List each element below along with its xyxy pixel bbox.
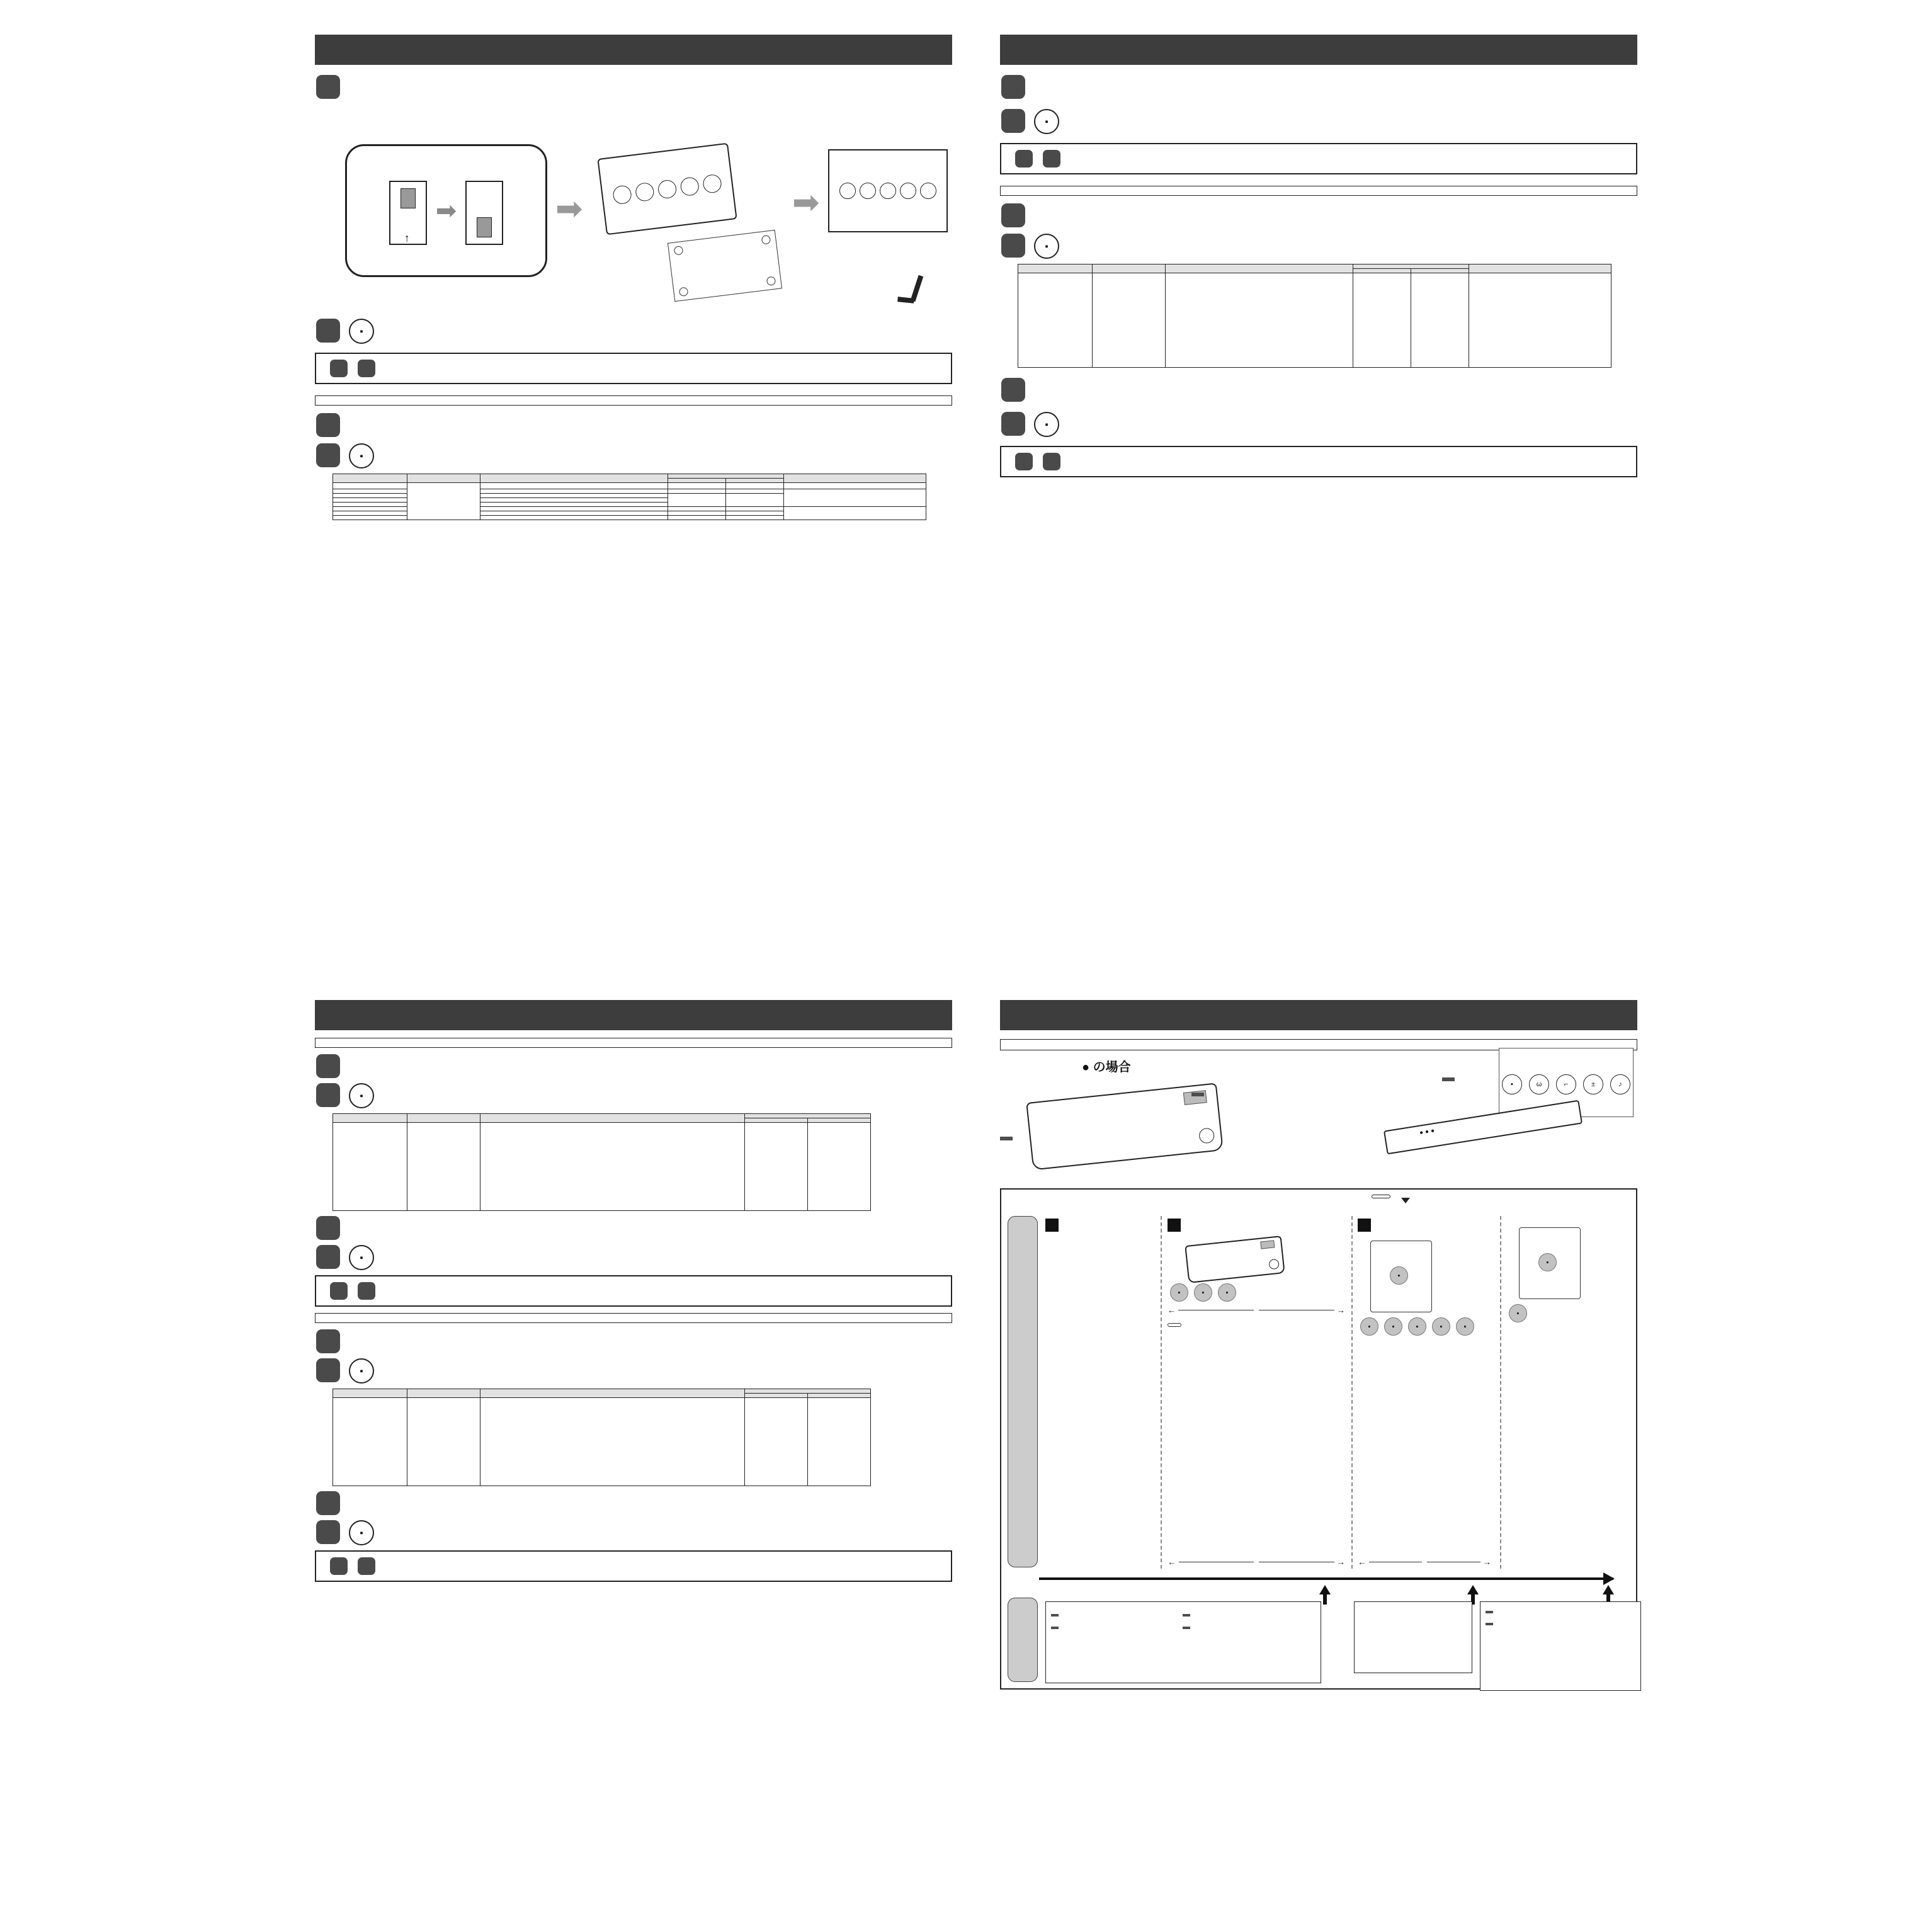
function-table-p9 — [332, 474, 926, 520]
strength-button-icon: ± — [1583, 1074, 1603, 1094]
stop-button-icon: ▪ — [349, 1520, 374, 1545]
admin-mode-cell — [407, 483, 480, 520]
badge-1-icon — [1015, 150, 1033, 168]
stop-button-icon: ▪ — [349, 1083, 374, 1108]
step-1 — [316, 1054, 952, 1078]
cwpa-remote-illustration: ●●● — [1384, 1100, 1583, 1155]
switch-on-icon: ↑ — [389, 181, 427, 245]
press-button-icon: ▪ — [1384, 1317, 1402, 1336]
desc-cell — [784, 507, 926, 520]
step-1-badge — [316, 413, 340, 437]
func-cell — [333, 511, 407, 516]
seq-cell — [480, 498, 668, 503]
cw-blink — [726, 483, 784, 489]
col-dv — [1353, 269, 1411, 273]
stop-button-icon: ▪ — [1034, 412, 1059, 437]
page-header — [315, 35, 952, 65]
col-lamp — [668, 474, 784, 479]
pairing-timeline — [1000, 1188, 1637, 1690]
seq-cell — [1166, 273, 1353, 368]
col-admin — [407, 1389, 480, 1398]
chip-check-lamp — [1051, 1614, 1059, 1617]
page-10 — [1000, 35, 1637, 967]
rail-operation — [1008, 1216, 1038, 1567]
timeline-step-1 — [1045, 1219, 1154, 1232]
col-set — [480, 1114, 745, 1123]
remote-illustration — [597, 143, 737, 236]
click-sound-bubble — [1168, 1323, 1181, 1327]
col-func — [1018, 264, 1093, 273]
badge-1-icon — [1015, 453, 1033, 470]
chip-power-lamp-green — [1486, 1623, 1493, 1625]
step-2 — [316, 443, 952, 469]
badge-1-icon — [330, 1282, 348, 1300]
badge-2-icon — [1043, 453, 1060, 470]
dv-blink — [668, 507, 726, 511]
function-table-water — [332, 1389, 871, 1486]
table-row — [1018, 273, 1611, 368]
cw-blink — [1411, 273, 1469, 368]
chip-eco-lamp-green — [1183, 1614, 1190, 1617]
cw-blink — [726, 511, 784, 516]
press-3-times — [1170, 1283, 1345, 1302]
col-lamp — [745, 1114, 871, 1118]
admin-switch-diagram — [345, 144, 547, 277]
caution-box — [1000, 446, 1637, 477]
press-5-times — [1360, 1317, 1491, 1336]
stop-button-icon: ▪ — [1502, 1074, 1522, 1094]
stand-up-note — [315, 1313, 952, 1323]
cw-blink — [726, 516, 784, 520]
table-row — [333, 483, 926, 489]
stop-button-icon: ▪ — [349, 319, 374, 344]
func-cell — [333, 1123, 407, 1211]
step-3-badge — [1001, 378, 1025, 402]
badge-3-icon — [1358, 1219, 1371, 1232]
admin-mode-cell — [407, 1123, 480, 1211]
step-4 — [1001, 109, 1637, 134]
step-3-badge — [316, 1491, 340, 1515]
step-1 — [316, 413, 952, 437]
step-2 — [316, 1083, 952, 1108]
ten-sec-b: ← → — [1358, 1557, 1491, 1567]
page-12 — [1000, 1000, 1637, 1932]
stand-up-note — [315, 395, 952, 406]
step-3 — [316, 1216, 952, 1240]
lamp-box-3 — [1480, 1601, 1641, 1691]
ten-sec-inner: ← → — [1168, 1305, 1345, 1315]
stop-button-icon: ▪ — [1034, 234, 1059, 259]
time-axis — [1039, 1577, 1613, 1580]
admin-mode-cell — [407, 1398, 480, 1486]
stand-up-note — [315, 1038, 952, 1048]
step-4 — [316, 319, 952, 344]
col-func — [333, 474, 407, 483]
stop-button-icon: ▪ — [349, 1358, 374, 1384]
step-3 — [1001, 75, 1637, 99]
seq-cell — [480, 1123, 745, 1211]
step-4 — [316, 1245, 952, 1270]
func-cell — [333, 489, 407, 494]
page-header — [1000, 35, 1637, 65]
col-dv — [668, 479, 726, 483]
step-2-badge — [316, 1083, 340, 1107]
desc-cell — [784, 483, 926, 489]
dv-blink — [668, 511, 726, 516]
col-dv — [745, 1118, 808, 1123]
col-cw — [1411, 269, 1469, 273]
caution-box — [1000, 143, 1637, 174]
step-1-badge — [1001, 203, 1025, 227]
step-3 — [316, 75, 952, 99]
seq-cell — [480, 489, 668, 494]
func-cell — [333, 498, 407, 503]
cw-blink — [726, 489, 784, 494]
press-button-icon: ▪ — [1390, 1266, 1408, 1285]
up-arrow-icon — [1319, 1585, 1331, 1594]
step-4-badge — [1001, 109, 1025, 133]
badge-1-icon — [330, 1557, 348, 1575]
stop-button-icon: ▪ — [349, 1245, 374, 1270]
table-row — [333, 1398, 871, 1486]
press-button-icon: ▪ — [1432, 1317, 1450, 1336]
cw-blink — [808, 1123, 871, 1211]
seq-cell — [480, 503, 668, 507]
press-button-icon: ▪ — [1170, 1283, 1188, 1302]
col-lamp — [745, 1389, 871, 1394]
chip-eco-lamp — [1051, 1627, 1059, 1629]
rail-display-lamp — [1008, 1598, 1038, 1682]
press-1-time — [1509, 1304, 1630, 1322]
pairing-done-callout — [1372, 1195, 1390, 1198]
dv-blink — [745, 1123, 808, 1211]
caution-box — [315, 1275, 952, 1307]
dv-blink — [668, 516, 726, 520]
dv-blink — [668, 483, 726, 489]
func-cell — [333, 507, 407, 511]
model-list-cw: ● の場合 — [1082, 1060, 1131, 1074]
step-3b — [316, 1491, 952, 1515]
admin-mode-cell — [1093, 273, 1166, 368]
caution-box — [315, 1550, 952, 1582]
col-admin — [1093, 264, 1166, 273]
step-2 — [1001, 234, 1637, 259]
oshiri-button-icon: ω — [1529, 1074, 1549, 1094]
ten-sec-a: ← → — [1168, 1557, 1345, 1567]
press-button-icon: ▪ — [1456, 1317, 1474, 1336]
function-table-p10 — [1018, 264, 1611, 368]
switch-off-icon — [465, 181, 503, 245]
mounted-remote-illustration — [828, 149, 948, 232]
holder-illustration — [668, 230, 782, 302]
sound-button-icon: ♪ — [1610, 1074, 1630, 1094]
badge-1-icon — [330, 360, 348, 377]
page-header — [315, 1000, 952, 1030]
func-cell — [333, 494, 407, 498]
press-button-icon: ▪ — [1408, 1317, 1426, 1336]
press-button-icon: ▪ — [1509, 1304, 1527, 1322]
col-lamp — [1353, 264, 1469, 269]
col-func — [333, 1389, 407, 1398]
timeline-step-3 — [1358, 1219, 1491, 1338]
stop-button-icon: ▪ — [349, 443, 374, 469]
func-cell — [1018, 273, 1093, 368]
lamp-box-1 — [1045, 1601, 1321, 1683]
wall-remote-illustration — [1519, 1227, 1581, 1299]
timeline-confirm — [1506, 1219, 1630, 1325]
col-cw — [808, 1394, 871, 1398]
step-4-badge — [316, 1245, 340, 1269]
timeline-step-2 — [1168, 1219, 1345, 1329]
step-1 — [1001, 203, 1637, 227]
seq-cell — [480, 511, 668, 516]
caution-box — [315, 353, 952, 384]
page-9 — [315, 35, 952, 967]
step-3-badge — [316, 1216, 340, 1240]
func-cell — [333, 483, 407, 489]
remote-figures — [1000, 1076, 1637, 1185]
step-3-badge — [316, 75, 340, 99]
col-func — [333, 1114, 407, 1123]
seq-cell — [480, 494, 668, 498]
seq-cell — [480, 1398, 745, 1486]
flow-arrow-icon: ➡ — [555, 191, 583, 227]
col-set — [480, 1389, 745, 1398]
page-11 — [315, 1000, 952, 1932]
install-diagram — [315, 105, 952, 316]
desc-cell — [1469, 273, 1611, 368]
step-4b — [1001, 412, 1637, 437]
cw-blink — [726, 494, 784, 507]
flow-arrow-icon: ➡ — [792, 185, 820, 221]
up-arrow-icon — [1603, 1585, 1614, 1594]
hex-wrench-icon — [911, 275, 924, 302]
func-cell — [333, 503, 407, 507]
press-button-icon: ▪ — [1360, 1317, 1378, 1336]
seq-cell — [480, 516, 668, 520]
col-desc — [784, 474, 926, 483]
wall-remote-illustration — [1370, 1241, 1432, 1312]
badge-2-icon — [358, 1282, 375, 1300]
dv-blink — [745, 1398, 808, 1486]
badge-2-icon — [358, 1557, 375, 1575]
step-2b — [316, 1358, 952, 1384]
chip-display-lamp-2 — [1442, 1077, 1455, 1081]
cw-blink — [726, 507, 784, 511]
step-2-badge — [1001, 234, 1025, 258]
badge-2-icon — [1043, 150, 1060, 168]
cw-blink — [808, 1398, 871, 1486]
col-cw — [726, 479, 784, 483]
badge-1-icon — [1045, 1219, 1059, 1232]
func-cell — [333, 1398, 407, 1486]
step-4-badge — [316, 1520, 340, 1544]
chip-check-lamp-red — [1183, 1627, 1190, 1629]
stand-up-note — [1000, 186, 1637, 196]
page-header — [1000, 1000, 1637, 1030]
chip-display-lamp — [1000, 1137, 1013, 1140]
step-1b — [316, 1329, 952, 1353]
seq-cell — [480, 507, 668, 511]
func-cell — [333, 516, 407, 520]
arrow-right-icon: ➡ — [435, 196, 457, 225]
press-button-icon: ▪ — [1538, 1253, 1557, 1271]
step-4-badge — [1001, 412, 1025, 436]
chip-power-lamp — [1486, 1611, 1493, 1613]
dv-blink — [668, 489, 726, 494]
step-3-badge — [1001, 75, 1025, 99]
step-2-badge — [316, 1358, 340, 1382]
step-3b — [1001, 378, 1637, 402]
col-cw — [808, 1118, 871, 1123]
step-2-badge — [316, 443, 340, 467]
lamp-box-2 — [1354, 1601, 1472, 1673]
col-set — [1166, 264, 1353, 273]
desc-cell — [784, 489, 926, 507]
chip-wash-button — [1191, 1093, 1204, 1096]
step-4-badge — [316, 319, 340, 343]
press-button-icon: ▪ — [1194, 1283, 1212, 1302]
up-arrow-icon — [1467, 1585, 1479, 1594]
dv-blink — [1353, 273, 1411, 368]
dv-blink — [668, 494, 726, 507]
function-table-reset — [332, 1113, 871, 1211]
badge-2-icon — [358, 360, 375, 377]
table-row — [333, 1123, 871, 1211]
bidet-button-icon: ⌐ — [1556, 1074, 1576, 1094]
press-button-icon: ▪ — [1218, 1283, 1236, 1302]
col-admin — [407, 474, 480, 483]
badge-2-icon — [1168, 1219, 1181, 1232]
step-4b — [316, 1520, 952, 1545]
step-1-badge — [316, 1054, 340, 1078]
col-set — [480, 474, 668, 483]
col-desc — [1469, 264, 1611, 273]
toilet-body-illustration — [1185, 1236, 1285, 1283]
col-admin — [407, 1114, 480, 1123]
stop-button-icon: ▪ — [1034, 109, 1059, 134]
step-1-badge — [316, 1329, 340, 1353]
col-dv — [745, 1394, 808, 1398]
seq-cell — [480, 483, 668, 489]
